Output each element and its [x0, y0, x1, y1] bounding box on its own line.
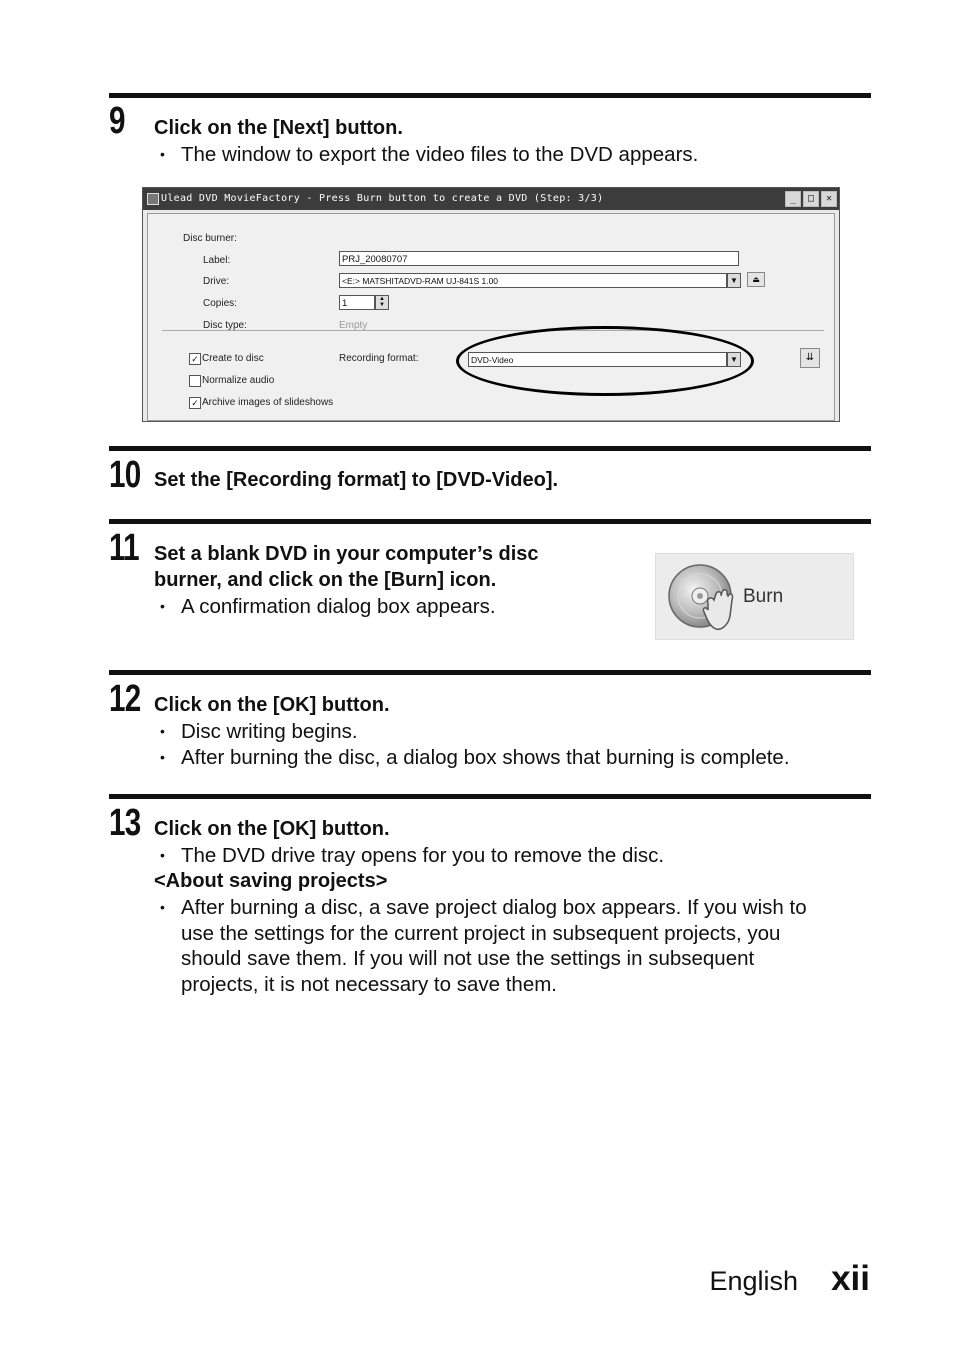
step-13: [109, 794, 871, 996]
expand-icon[interactable]: ⇊: [800, 348, 820, 368]
stepper-arrows-icon[interactable]: ▲ ▼: [375, 295, 389, 310]
drive-select[interactable]: <E:> MATSHITADVD-RAM UJ-841S 1.00: [339, 273, 727, 288]
footer-language: English: [709, 1266, 798, 1296]
bullet-list: [154, 594, 496, 620]
archive-images-label: Archive images of slideshows: [202, 397, 334, 408]
bullet-line: projects, it is not necessary to save them.: [181, 972, 557, 996]
bullet-item: • Disc writing begins.: [154, 719, 790, 745]
step-number: 9: [109, 100, 125, 142]
window-content: [147, 213, 835, 421]
step-number: 12: [109, 678, 141, 720]
bullet-line: After burning a disc, a save project dialog box appears. If you wish to: [181, 896, 807, 919]
drive-label: Drive:: [203, 276, 230, 287]
burn-label: Burn: [743, 586, 784, 607]
disc-burner-label: Disc burner:: [183, 233, 237, 244]
step-10: [109, 446, 871, 496]
burn-icon-panel: [655, 553, 854, 640]
step-number: 10: [109, 454, 141, 496]
app-icon: [147, 193, 159, 205]
bullet-line: use the settings for the current project in subsequent projects, you: [181, 921, 781, 945]
label-label: Label:: [203, 255, 231, 266]
step-9: [109, 93, 871, 166]
highlight-ellipse: [456, 326, 754, 396]
step-heading-line-1: Set a blank DVD in your computer’s disc: [154, 543, 539, 565]
step-12: [109, 670, 871, 769]
create-to-disc-checkbox[interactable]: ✓: [189, 353, 201, 365]
copies-stepper[interactable]: 1: [339, 295, 375, 310]
page-number: xii: [831, 1259, 870, 1298]
archive-images-checkbox[interactable]: ✓: [189, 397, 201, 409]
step-number: 13: [109, 802, 141, 844]
window-title: Ulead DVD MovieFactory - Press Burn button to create a DVD (Step: 3/3): [161, 193, 604, 204]
recording-format-select[interactable]: DVD-Video: [468, 352, 727, 367]
bullet-item: • The DVD drive tray opens for you to remove the disc.: [154, 843, 664, 869]
close-icon: ✕: [821, 191, 837, 207]
step-heading-line-2: burner, and click on the [Burn] icon.: [154, 569, 497, 591]
recording-format-label: Recording format:: [339, 353, 419, 364]
label-input[interactable]: PRJ_20080707: [339, 251, 739, 266]
step-heading: Click on the [OK] button.: [154, 694, 390, 716]
normalize-audio-checkbox[interactable]: [189, 375, 201, 387]
step-heading: Set the [Recording format] to [DVD-Video].: [154, 469, 559, 491]
bullet-item: [154, 895, 807, 997]
create-to-disc-label: Create to disc: [202, 353, 264, 364]
minimize-icon: _: [785, 191, 801, 207]
normalize-audio-label: Normalize audio: [202, 375, 275, 386]
sub-heading: <About saving projects>: [154, 870, 388, 892]
disc-type-value: Empty: [339, 320, 368, 331]
chevron-down-icon[interactable]: ▼: [727, 352, 741, 367]
app-window-screenshot: [142, 187, 840, 422]
bullet-line: should save them. If you will not use the settings in subsequent: [181, 947, 755, 970]
bullet-list: [154, 843, 664, 869]
copies-label: Copies:: [203, 298, 237, 309]
bullet-item: • A confirmation dialog box appears.: [154, 594, 496, 620]
disc-burn-icon: [664, 556, 744, 640]
window-titlebar: [143, 188, 839, 210]
chevron-down-icon[interactable]: ▼: [727, 273, 741, 288]
bullet-item: • After burning the disc, a dialog box shows that burning is complete.: [154, 745, 790, 771]
disc-type-label: Disc type:: [203, 320, 247, 331]
bullet-item: • The window to export the video files to the DVD appears.: [154, 142, 698, 168]
divider: [162, 330, 824, 331]
maximize-icon: □: [803, 191, 819, 207]
step-heading: Click on the [OK] button.: [154, 818, 390, 840]
bullet-list: [154, 142, 698, 168]
step-number: 11: [109, 527, 139, 569]
bullet-list: [154, 719, 790, 770]
step-heading: Click on the [Next] button.: [154, 117, 403, 139]
step-11: [109, 519, 871, 618]
eject-icon[interactable]: ⏏: [747, 272, 765, 287]
sub-bullet-list: [154, 895, 807, 997]
